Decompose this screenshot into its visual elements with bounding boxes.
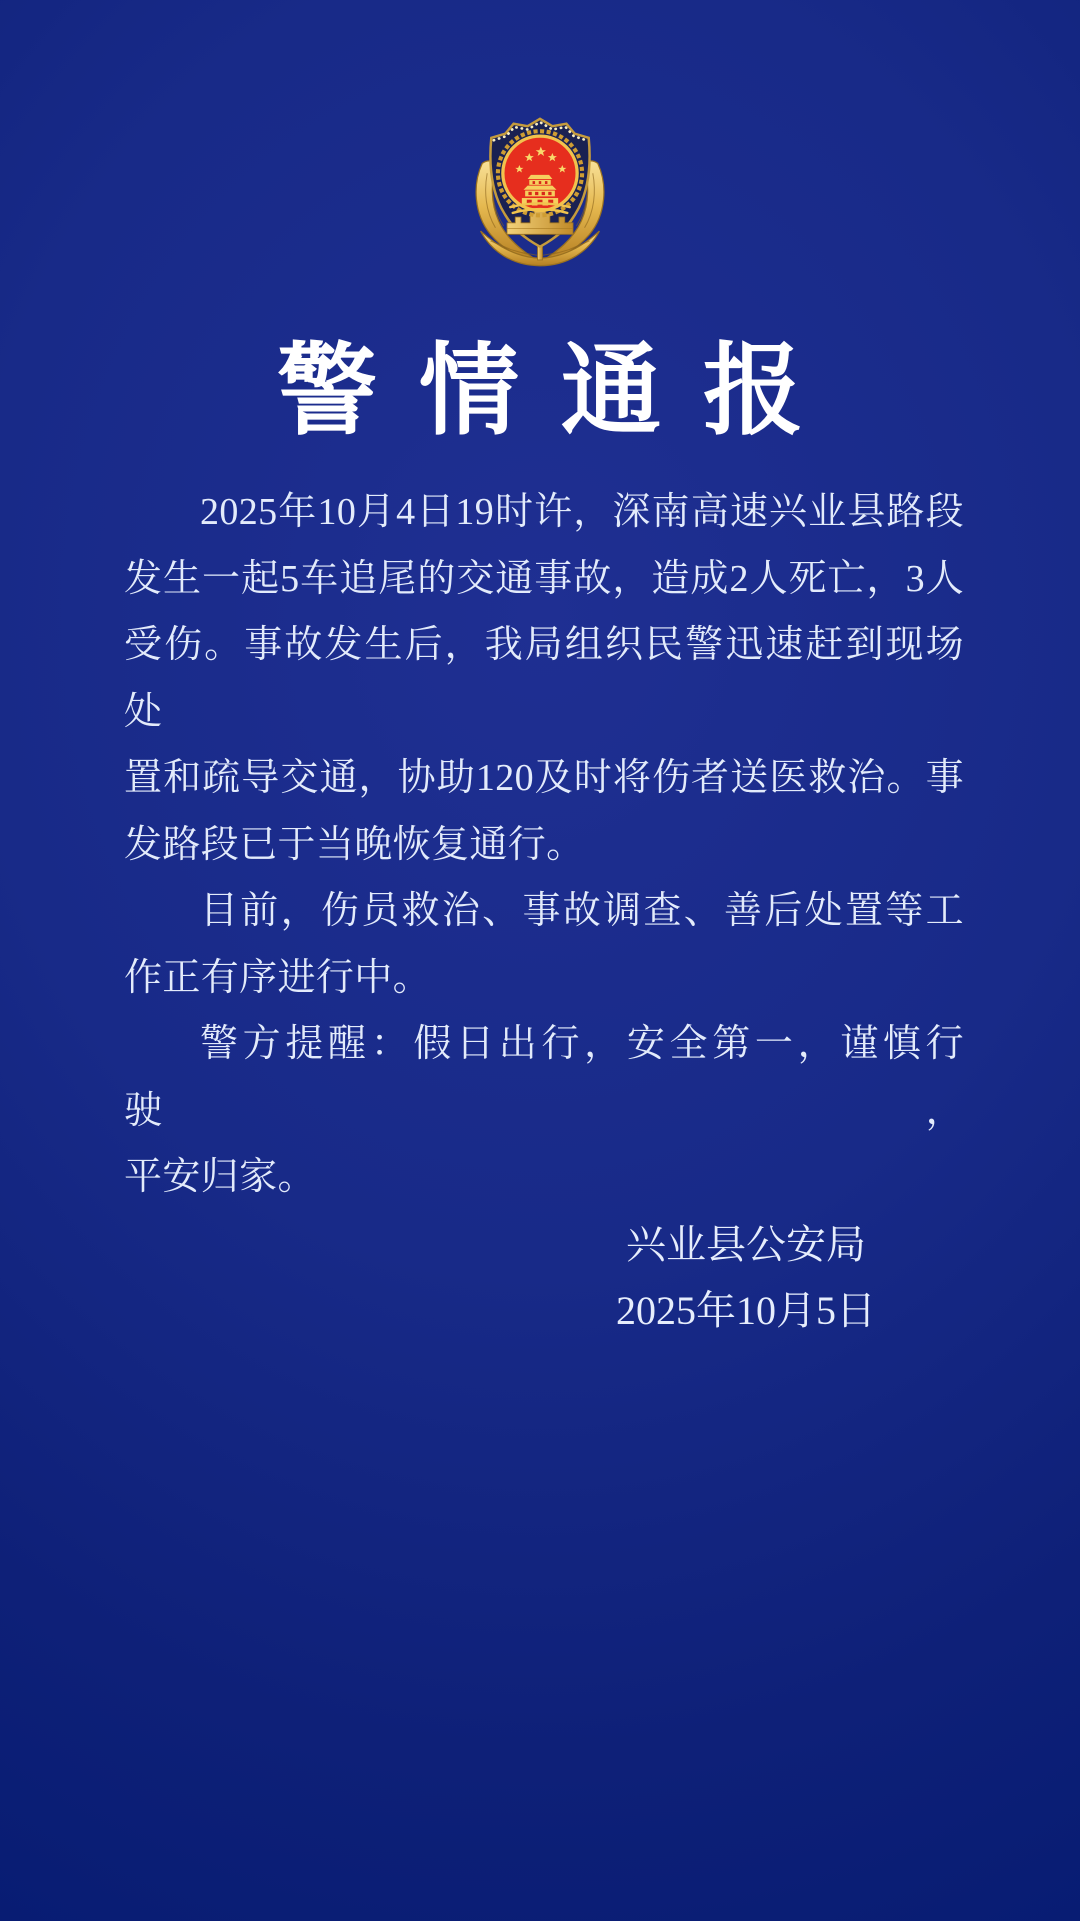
body-line: 受伤。事故发生后，我局组织民警迅速赶到现场处 (124, 624, 964, 733)
notice-title: 警情通报 (277, 336, 845, 447)
paragraph (124, 479, 964, 878)
signature-agency: 兴业县公安局 (626, 1222, 866, 1267)
body-line: 平安归家。 (124, 1156, 316, 1198)
police-badge-icon (457, 99, 623, 269)
signature-block (616, 1212, 876, 1344)
body-line: 发路段已于当晚恢复通行。 (124, 823, 585, 866)
paragraph (124, 1011, 964, 1211)
body-line: 警方提醒：假日出行，安全第一，谨慎行驶， (124, 1023, 964, 1132)
notice-body (124, 479, 964, 1211)
body-line: 置和疏导交通，协助120及时将伤者送医救治。事 (124, 757, 964, 799)
paragraph (124, 878, 964, 1011)
body-line: 目前，伤员救治、事故调查、善后处置等工 (200, 890, 964, 932)
signature-date: 2025年10月5日 (616, 1288, 876, 1333)
body-line: 2025年10月4日19时许，深南高速兴业县路段 (200, 491, 964, 533)
body-line: 发生一起5车追尾的交通事故，造成2人死亡，3人 (124, 557, 964, 600)
body-line: 作正有序进行中。 (124, 956, 432, 999)
